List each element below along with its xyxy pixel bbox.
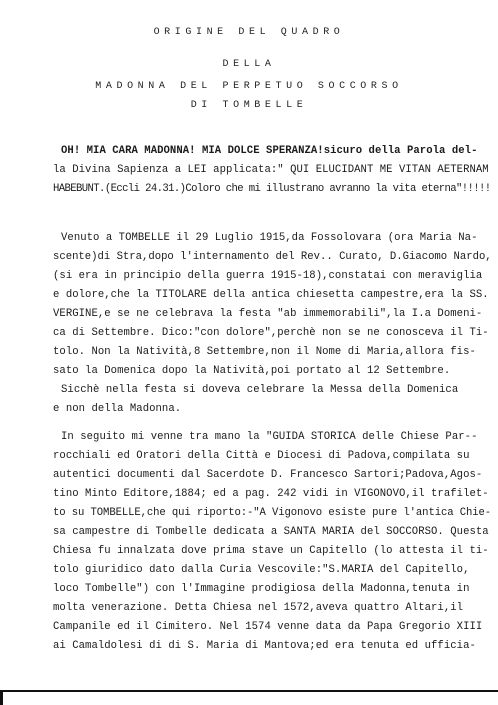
text-line: sa campestre di Tombelle dedicata a SANTA MARIA del SOCCORSO. Questa: [53, 526, 489, 538]
text-line: tolo giuridico dato dalla Curia Vescovile:"S.MARIA del Capitello,: [53, 564, 470, 576]
text-line: In seguito mi venne tra mano la "GUIDA STORICA delle Chiese Par--: [61, 431, 478, 443]
text-line: e dolore,che la TITOLARE della antica chiesetta campestre,era la SS.: [53, 289, 489, 301]
corner-mark: [0, 690, 3, 705]
title-origine: ORIGINE DEL QUADRO: [153, 27, 345, 38]
text-line: scente)di Stra,dopo l'internamento del Rev.. Curato, D.Giacomo Nardo,: [53, 251, 492, 263]
text-line: rocchiali ed Oratori della Città e Diocesi di Padova,compilata su: [53, 450, 470, 462]
text-line: OH! MIA CARA MADONNA! MIA DOLCE SPERANZA!sicuro della Parola del-: [61, 145, 478, 157]
text-line: tolo. Non la Natività,8 Settembre,non il Nome di Maria,allora fis-: [53, 346, 476, 358]
text-line: to su TOMBELLE,che qui riporto:-"A Vigonovo esiste pure l'antica Chie-: [53, 507, 492, 519]
text-line: e non della Madonna.: [53, 403, 182, 415]
text-line: molta venerazione. Detta Chiesa nel 1572,aveva quattro Altari,il: [53, 602, 464, 614]
text-line: sato la Domenica dopo la Natività,poi portato al 12 Settembre.: [53, 365, 451, 377]
title-madonna: MADONNA DEL PERPETUO SOCCORSO: [95, 81, 403, 92]
text-line: HABEBUNT.(Eccli 24.31.)Coloro che mi illustrano avranno la vita eterna"!!!!!: [53, 183, 491, 195]
text-line: ca di Settembre. Dico:"con dolore",perchè non se ne conosceva il Ti-: [53, 327, 489, 339]
text-line: Campanile ed il Cimitero. Nel 1574 venne data da Papa Gregorio XIII: [53, 621, 483, 633]
title-tombelle: DI TOMBELLE: [190, 100, 308, 111]
title-della: DELLA: [222, 59, 276, 70]
text-line: Venuto a TOMBELLE il 29 Luglio 1915,da Fossolovara (ora Maria Na-: [61, 232, 478, 244]
bottom-border-line: [0, 690, 498, 692]
text-line: ai Camaldolesi di di S. Maria di Mantova;ed era tenuta ed ufficia-: [53, 640, 476, 652]
text-line: Sicchè nella festa si doveva celebrare la Messa della Domenica: [61, 384, 459, 396]
text-line: (si era in principio della guerra 1915-18),constatai con meraviglia: [53, 270, 483, 282]
text-line: la Divina Sapienza a LEI applicata:" QUI ELUCIDANT ME VITAN AETERNAM: [53, 164, 489, 176]
text-line: tino Minto Editore,1884; ed a pag. 242 vidi in VIGONOVO,il trafilet-: [53, 488, 489, 500]
text-line: Chiesa fu innalzata dove prima stave un Capitello (lo attesta il ti-: [53, 545, 489, 557]
text-line: VERGINE,e se ne celebrava la festa "ab immemorabili",la I.a Domeni-: [53, 308, 483, 320]
text-line: autentici documenti dal Sacerdote D. Francesco Sartori;Padova,Agos-: [53, 469, 483, 481]
text-line: loco Tombelle") con l'Immagine prodigiosa della Madonna,tenuta in: [53, 583, 470, 595]
